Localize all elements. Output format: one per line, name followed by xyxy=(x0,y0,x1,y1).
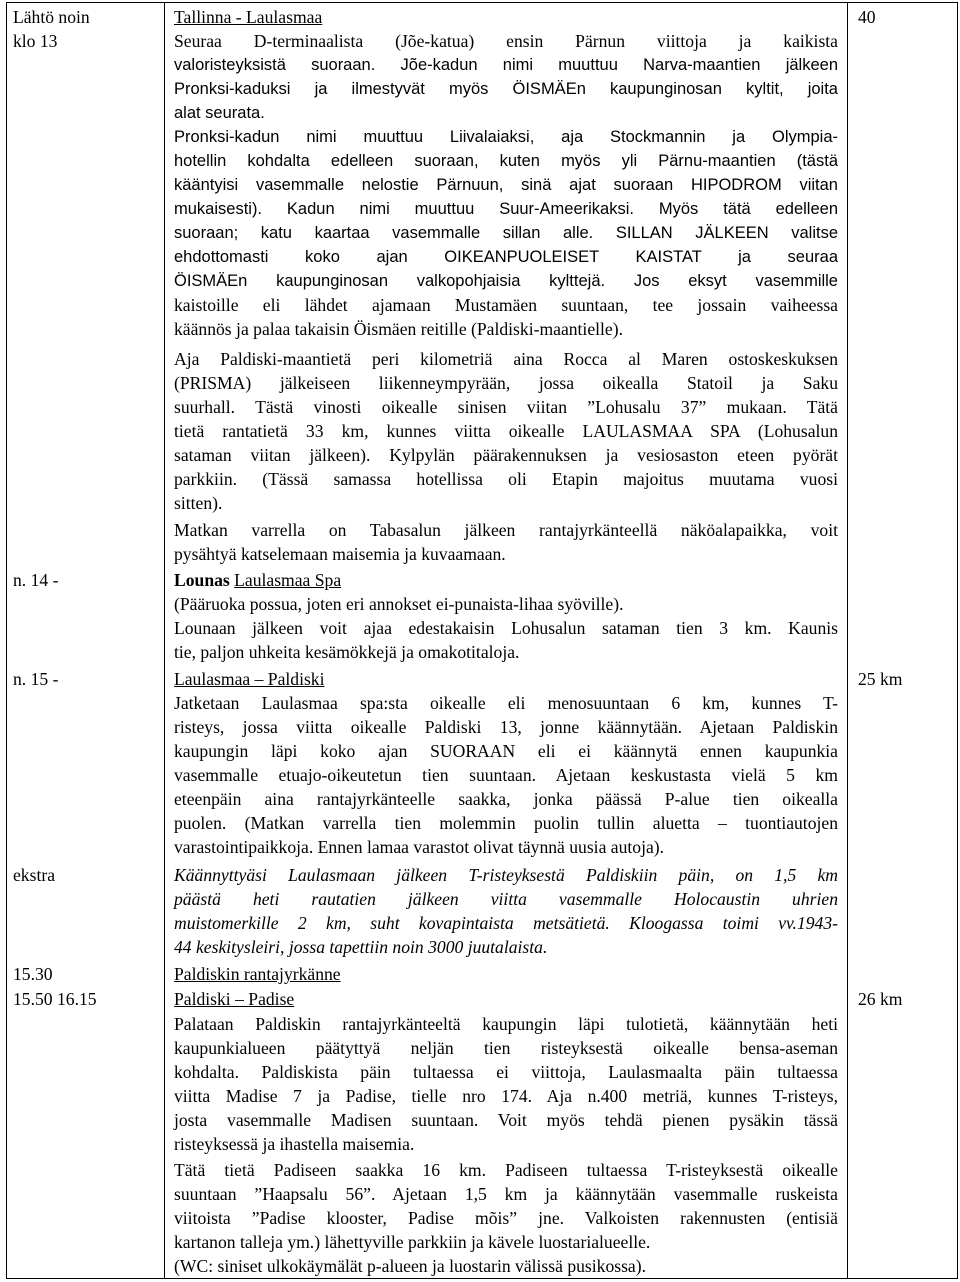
leg3-line: kaupunkialueen päätyttyä neljän tien risteyksestä oikealle bensa-aseman xyxy=(174,1038,838,1058)
leg1-line: käännös ja palaa takaisin Öismäen reitille (Paldiski-maantielle). xyxy=(174,319,623,339)
leg1-line: Seuraa D-terminaalista (Jõe-katua) ensin Pärnun viittoja ja kaikista xyxy=(174,31,838,51)
leg1-line: mukaisesti). Kadun nimi muuttuu Suur-Ameerikaksi. Myös tätä edelleen xyxy=(174,200,838,218)
leg1-line: Pronksi-kadun nimi muuttuu Liivalaiaksi, aja Stockmannin ja Olympia- xyxy=(174,128,838,146)
leg2-heading: Laulasmaa – Paldiski xyxy=(174,669,325,689)
leg3-line: viitta Madise 7 ja Padise, tielle nro 174. Aja n.400 metriä, kunnes T-risteys, xyxy=(174,1086,838,1106)
lunch-line: Lounaan jälkeen voit ajaa edestakaisin Lohusalun sataman tien 3 km. Kaunis xyxy=(174,618,838,638)
leg1-line: tietä rantatietä 33 km, kunnes viitta oikealle LAULASMAA SPA (Lohusalun xyxy=(174,421,838,441)
leg2-line: eteenpäin aina rantajyrkänteelle saakka, jonka päässä P-alue tien oikealla xyxy=(174,789,838,809)
leg2-line: Jatketaan Laulasmaa spa:sta oikealle eli menosuuntaan 6 km, kunnes T- xyxy=(174,693,838,713)
leg1-line: alat seurata. xyxy=(174,104,265,122)
leg3-line: risteyksessä ja ihastella maisemia. xyxy=(174,1134,415,1154)
leg3-line: josta vasemmalle Madisen suuntaan. Voit myös tehdä pienen pysäkin tässä xyxy=(174,1110,838,1130)
leg2-line: varastointipaikkoja. Ennen lamaa varastot olivat täynnä uusia autoja). xyxy=(174,837,665,857)
leg1-line: Matkan varrella on Tabasalun jälkeen rantajyrkänteellä näköalapaikka, voit xyxy=(174,520,838,540)
leg1-line: parkkiin. (Tässä samassa hotellissa oli Etapin majoitus muutama vuosi xyxy=(174,469,838,489)
departure-time: klo 13 xyxy=(13,31,58,51)
leg2-line: vasemmalle etuajo-oikeutetun tien suuntaan. Ajetaan keskustasta vielä 5 km xyxy=(174,765,838,785)
leg3-time: 15.50 16.15 xyxy=(13,989,97,1009)
lunch-heading-bold: Lounas xyxy=(174,570,230,590)
extra-line: 44 keskitysleiri, jossa tapettiin noin 3000 juutalaista. xyxy=(174,937,548,957)
leg1-line: Aja Paldiski-maantietä peri kilometriä aina Rocca al Maren ostoskeskuksen xyxy=(174,349,838,369)
leg2-line: kaupungin läpi koko ajan SUORAAN eli ei käännytä ennen kaupunkia xyxy=(174,741,838,761)
leg3-line: kohdalta. Paldiskista päin tultaessa ei viittoja, Laulasmaalta päin tultaessa xyxy=(174,1062,838,1082)
extra-line: Käännyttyäsi Laulasmaan jälkeen T-risteyksestä Paldiskiin päin, on 1,5 km xyxy=(174,865,838,885)
itinerary-table xyxy=(6,2,958,1279)
leg1-line: (PRISMA) jälkeiseen liikenneympyrään, jossa oikealla Statoil ja Saku xyxy=(174,373,838,393)
leg1-line: ehdottomasti koko ajan OIKEANPUOLEISET KAISTAT ja seuraa xyxy=(174,248,838,266)
column-divider-km xyxy=(847,3,848,1278)
leg2-line: puolen. (Matkan varrella tien molemmin puolin tullin aluetta – tuontiautojen xyxy=(174,813,838,833)
lunch-line: (Pääruoka possua, joten eri annokset ei-punaista-lihaa syöville). xyxy=(174,594,624,614)
leg2-line: risteys, jossa viitta oikealle Paldiski 13, jonne käännytään. Ajetaan Paldiskin xyxy=(174,717,838,737)
leg1-line: ÖISMÄEn kaupunginosan valkopohjaisia kylttejä. Jos eksyt vasemmille xyxy=(174,272,838,290)
leg1-line: kääntyisi vasemmalle nelostie Pärnuun, sinä ajat suoraan HIPODROM viitan xyxy=(174,176,838,194)
leg1-line: hotellin kohdalta edelleen suoraan, kuten myös yli Pärnu-maantien (tästä xyxy=(174,152,838,170)
leg1-line: pysähtyä katselemaan maisemia ja kuvaamaan. xyxy=(174,544,506,564)
column-divider-time xyxy=(164,3,165,1278)
leg1-line: suoraan; katu kaartaa vasemmalle sillan alle. SILLAN JÄLKEEN valitse xyxy=(174,224,838,242)
leg1-line: sitten). xyxy=(174,493,223,513)
departure-label: Lähtö noin xyxy=(13,7,90,27)
leg3-line: (WC: siniset ulkokäymälät p-alueen ja luostarin välissä pusikossa). xyxy=(174,1256,646,1276)
leg2-distance: 25 km xyxy=(858,669,903,689)
leg3-line: Tätä tietä Padiseen saakka 16 km. Padiseen tultaessa T-risteyksestä oikealle xyxy=(174,1160,838,1180)
leg2-time: n. 15 - xyxy=(13,669,59,689)
leg1-heading: Tallinna - Laulasmaa xyxy=(174,7,323,27)
leg3-line: viitoista ”Padise klooster, Padise mõis” jne. Valkoisten rakennusten (entisiä xyxy=(174,1208,838,1228)
leg3-line: suuntaan ”Haapsalu 56”. Ajetaan 1,5 km ja käännytään vasemmalle ruskeista xyxy=(174,1184,838,1204)
lunch-line: tie, paljon uhkeita kesämökkejä ja omakotitaloja. xyxy=(174,642,520,662)
leg1-line: valoristeyksistä suoraan. Jõe-kadun nimi muuttuu Narva-maantien jälkeen xyxy=(174,56,838,74)
leg1-line: suurhall. Tästä vinosti oikealle sinisen viitan ”Lohusalu 37” mukaan. Tätä xyxy=(174,397,838,417)
lunch-time: n. 14 - xyxy=(13,570,59,590)
cliff-heading: Paldiskin rantajyrkänne xyxy=(174,964,341,984)
leg1-distance: 40 xyxy=(858,7,876,27)
leg3-line: kartanon talleja ym.) lähettyville parkkiin ja kävele luostarialueelle. xyxy=(174,1232,651,1252)
leg3-line: Palataan Paldiskin rantajyrkänteeltä kaupungin läpi tulotietä, käännytään heti xyxy=(174,1014,838,1034)
cliff-time: 15.30 xyxy=(13,964,53,984)
leg3-heading: Paldiski – Padise xyxy=(174,989,295,1009)
leg1-line: Pronksi-kaduksi ja ilmestyvät myös ÖISMÄEn kaupunginosan kyltit, joita xyxy=(174,80,838,98)
extra-line: muistomerkille 2 km, suht kovapintaista metsätietä. Kloogassa toimi vv.1943- xyxy=(174,913,838,933)
lunch-heading xyxy=(174,569,341,593)
extra-label: ekstra xyxy=(13,865,56,885)
extra-line: päästä heti rautatien jälkeen viitta vasemmalle Holocaustin uhrien xyxy=(174,889,838,909)
leg3-distance: 26 km xyxy=(858,989,903,1009)
lunch-place: Laulasmaa Spa xyxy=(234,570,342,590)
leg1-line: sataman viitan jälkeen). Kylpylän päärakennuksen ja vesiosaston eteen pyörät xyxy=(174,445,838,465)
leg1-line: kaistoille eli lähdet ajamaan Mustamäen suuntaan, tee jossain vaiheessa xyxy=(174,295,838,315)
